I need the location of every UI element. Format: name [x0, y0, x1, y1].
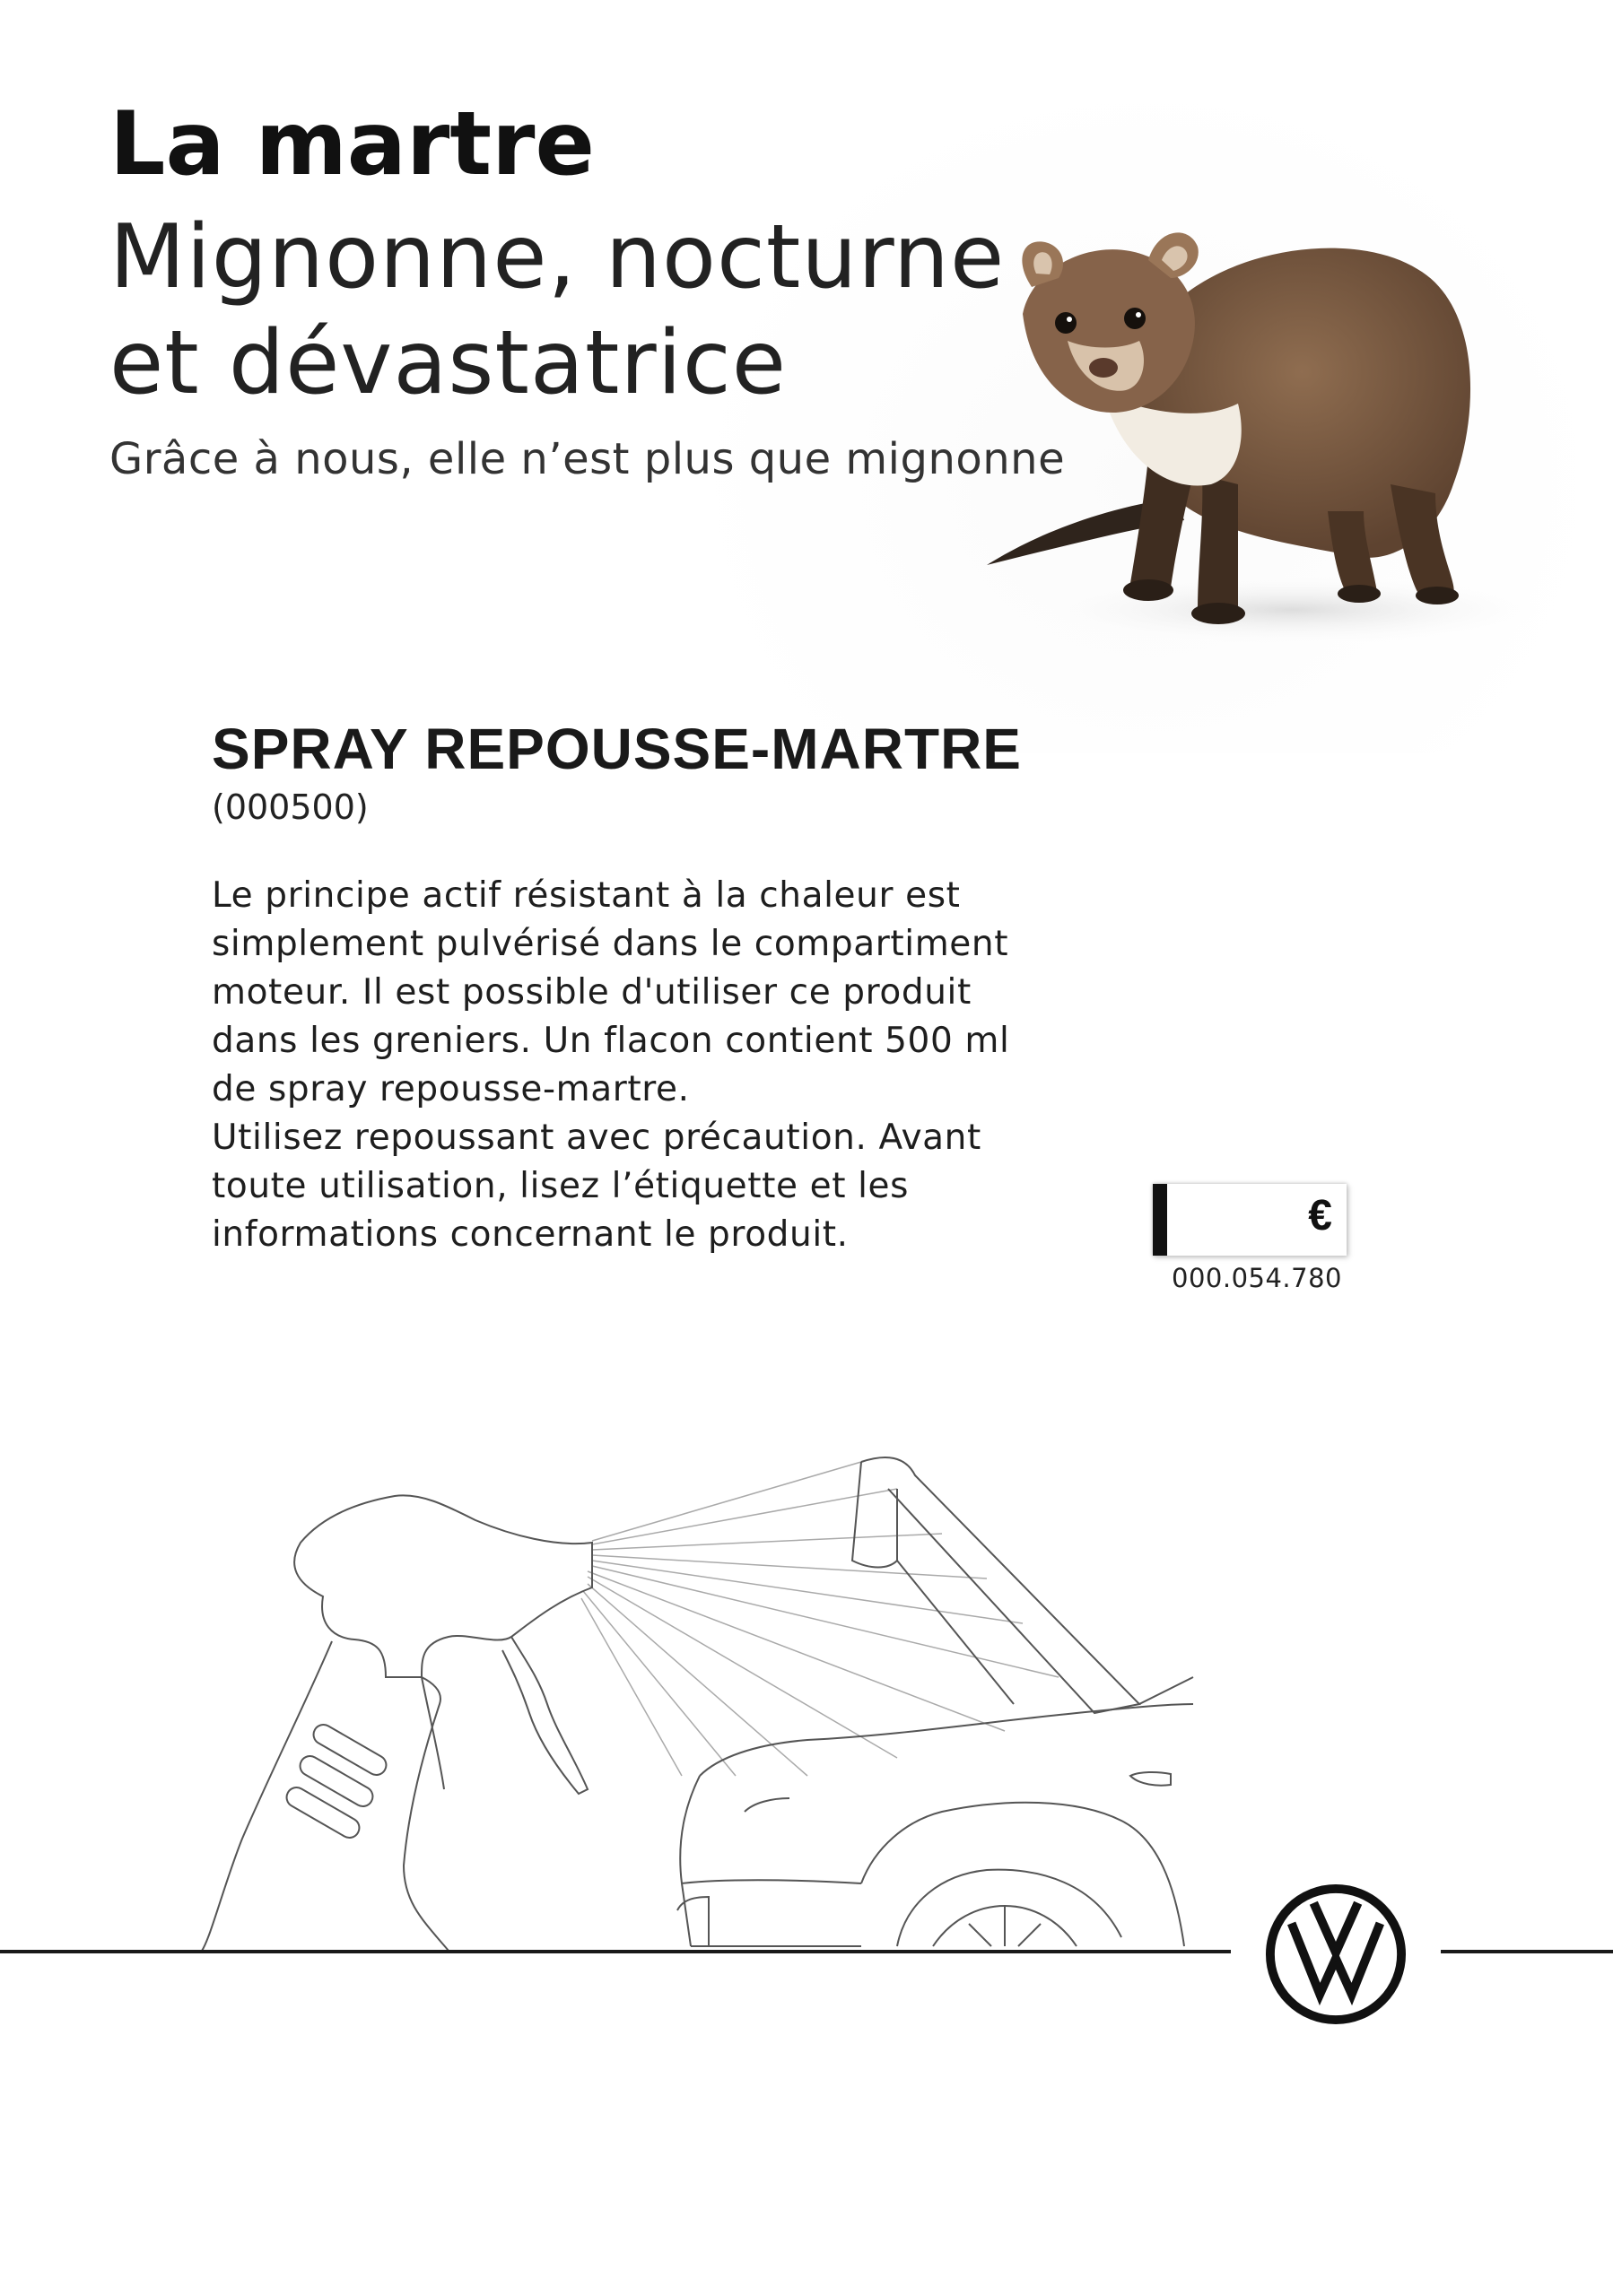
page-subtitle: [109, 204, 1005, 416]
description-line: toute utilisation, lisez l’étiquette et les: [212, 1166, 910, 1206]
price-box: [1153, 1184, 1347, 1256]
description-line: Utilisez repoussant avec précaution. Avant: [212, 1118, 981, 1158]
description-line: dans les greniers. Un flacon contient 500 ml: [212, 1021, 1010, 1061]
description-line: simplement pulvérisé dans le compartiment: [212, 924, 1009, 964]
description-line: de spray repousse-martre.: [212, 1069, 690, 1109]
description-line: Le principe actif résistant à la chaleur est: [212, 875, 961, 916]
volkswagen-logo: [1265, 1883, 1407, 2025]
footer-divider-right: [1441, 1950, 1613, 1953]
product-name: SPRAY REPOUSSE-MARTRE: [212, 717, 1022, 781]
subtitle-line-1: Mignonne, nocturne: [109, 206, 1006, 309]
description-line: informations concernant le produit.: [212, 1214, 849, 1255]
price-currency: €: [1308, 1192, 1332, 1239]
subtitle-line-2: et dévastatrice: [109, 312, 788, 414]
article-number: 000.054.780: [1172, 1263, 1342, 1293]
page-title: La martre: [109, 93, 595, 196]
product-description: [212, 872, 1037, 1259]
tagline: Grâce à nous, elle n’est plus que mignonne: [109, 434, 1066, 484]
product-reference: (000500): [212, 787, 369, 827]
footer-divider-left: [0, 1950, 1231, 1953]
marten-photo: [969, 188, 1561, 691]
description-line: moteur. Il est possible d'utiliser ce produit: [212, 972, 972, 1013]
